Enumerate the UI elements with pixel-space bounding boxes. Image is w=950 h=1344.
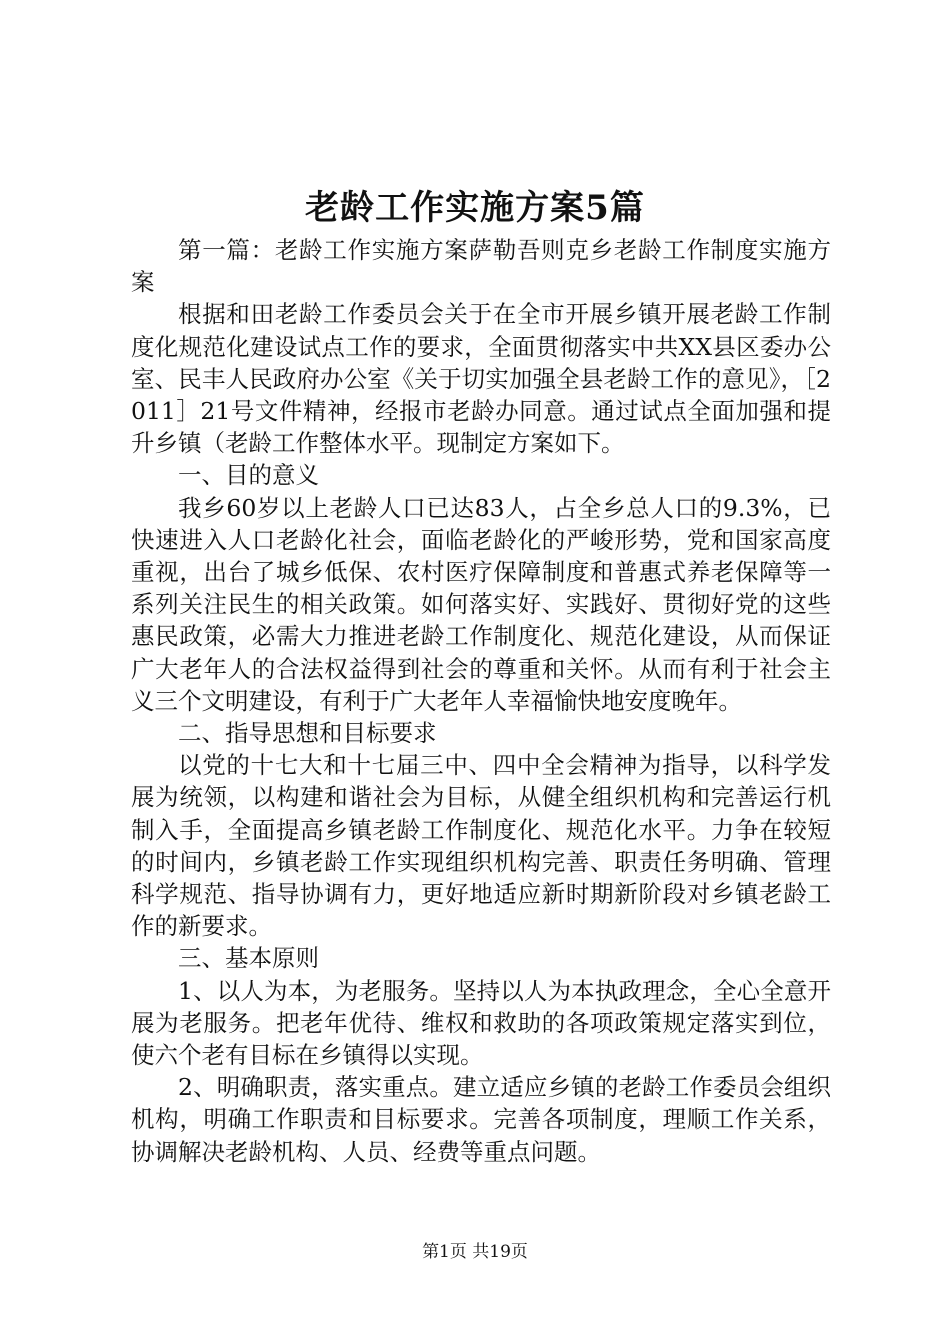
document-title: 老龄工作实施方案5篇 <box>305 188 645 228</box>
guidance-paragraph: 以党的十七大和十七届三中、四中全会精神为指导，以科学发展为统领，以构建和谐社会为目标，从健全组织机构和完善运行机制入手，全面提高乡镇老龄工作制度化、规范化水平。力争在较短的时间内，乡镇老龄工作实现组织机构完善、职责任务明确、管理科学规范、指导协调有力，更好地适应新时期新阶段对乡镇老龄工作的新要求。 <box>131 751 831 941</box>
purpose-paragraph: 我乡60岁以上老龄人口已达83人，占全乡总人口的9.3%，已快速进入人口老龄化社会，面临老龄化的严峻形势，党和国家高度重视，出台了城乡低保、农村医疗保障制度和普惠式养老保障等一系列关注民生的相关政策。如何落实好、实践好、贯彻好党的这些惠民政策，必需大力推进老龄工作制度化、规范化建设，从而保证广大老年人的合法权益得到社会的尊重和关怀。从而有利于社会主义三个文明建设，有利于广大老年人幸福愉快地安度晚年。 <box>131 493 831 715</box>
principle-paragraph-1: 1、以人为本，为老服务。坚持以人为本执政理念，全心全意开展为老服务。把老年优待、维权和救助的各项政策规定落实到位，使六个老有目标在乡镇得以实现。 <box>131 976 831 1070</box>
section-heading-principles: 三、基本原则 <box>178 944 319 973</box>
section-heading-purpose: 一、目的意义 <box>178 461 319 490</box>
section-heading-guidance: 二、指导思想和目标要求 <box>178 719 437 748</box>
page-number-footer: 第1页 共19页 <box>422 1242 528 1262</box>
document-body <box>131 234 831 1168</box>
section-heading-part-one: 第一篇：老龄工作实施方案萨勒吾则克乡老龄工作制度实施方案 <box>131 236 831 297</box>
principle-paragraph-2: 2、明确职责，落实重点。建立适应乡镇的老龄工作委员会组织机构，明确工作职责和目标要求。完善各项制度，理顺工作关系，协调解决老龄机构、人员、经费等重点问题。 <box>131 1073 831 1166</box>
intro-paragraph: 根据和田老龄工作委员会关于在全市开展乡镇开展老龄工作制度化规范化建设试点工作的要求，全面贯彻落实中共XX县区委办公室、民丰人民政府办公室《关于切实加强全县老龄工作的意见》，［2011］21号文件精神，经报市老龄办同意。通过试点全面加强和提升乡镇（老龄工作整体水平。现制定方案如下。 <box>131 300 831 458</box>
